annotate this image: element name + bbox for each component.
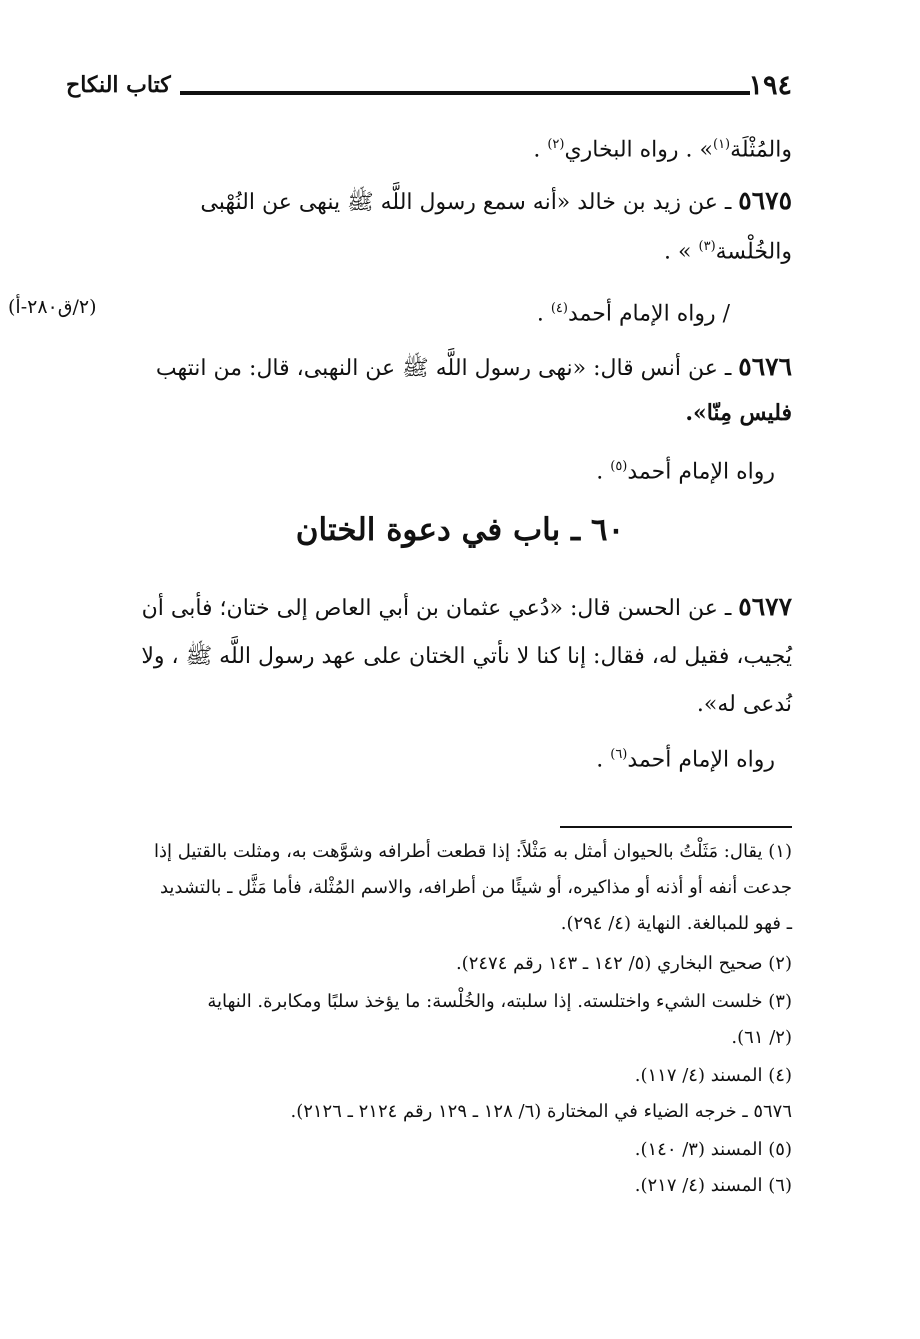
hadith-5675-line-1 xyxy=(200,186,792,218)
footnote-1-line-2: جدعت أنفه أو أذنه أو مذاكيره، أو شيئًا من أطرافه، والاسم المُثْلة، فأما مَثَّل ـ بالتشديد xyxy=(159,877,792,898)
text-line-1 xyxy=(533,130,792,165)
narration-ahmad-4 xyxy=(537,294,730,329)
narration-ahmad-5-text: رواه الإمام أحمد xyxy=(627,459,775,485)
narration-ahmad-4-end: . xyxy=(536,301,551,327)
narration-ahmad-6-end: . xyxy=(596,747,611,773)
book-title: كتاب النكاح xyxy=(66,72,171,98)
narration-ahmad-6 xyxy=(596,740,775,775)
word-muthla: والمُثْلَة xyxy=(730,137,792,163)
footnote-ref-1: (١) xyxy=(712,137,731,152)
footnote-ref-5: (٥) xyxy=(610,459,628,474)
hadith-5675-line-2 xyxy=(664,232,792,267)
page-number: ١٩٤ xyxy=(748,70,792,101)
header-rule xyxy=(180,91,750,95)
footnote-3-line-2: (٢/ ٦١). xyxy=(731,1027,792,1048)
hadith-number-5677: ٥٦٧٧ xyxy=(738,592,792,621)
line-end: . xyxy=(533,137,548,163)
narration-ahmad-5-end: . xyxy=(596,459,611,485)
hadith-5676-line-2: فليس مِنّا». xyxy=(685,400,792,426)
hadith-number-5676: ٥٦٧٦ xyxy=(738,352,792,381)
footnote-1-line-1: (١) يقال: مَثَلْتُ بالحيوان أمثل به مَثْلاً: إذا قطعت أطرافه وشوَّهت به، ومثلت بالقتيل إذا xyxy=(153,841,792,862)
footnote-1-line-3: ـ فهو للمبالغة. النهاية (٤/ ٢٩٤). xyxy=(560,913,792,934)
narration-bukhari: » . رواه البخاري xyxy=(564,137,713,163)
narration-ahmad-5 xyxy=(596,452,775,487)
hadith-5675-text-1: ـ عن زيد بن خالد «أنه سمع رسول اللَّه ﷺ ينهى عن النُهْبى xyxy=(200,190,732,215)
hadith-5677-line-3: نُدعى له». xyxy=(696,692,792,717)
footnote-2: (٢) صحيح البخاري (٥/ ١٤٢ ـ ١٤٣ رقم ٢٤٧٤). xyxy=(455,953,792,974)
hadith-5677-line-1 xyxy=(142,592,792,624)
hadith-5677-line-2: يُجيب، فقيل له، فقال: إنا كنا لا نأتي الختان على عهد رسول اللَّه ﷺ ، ولا xyxy=(141,644,792,669)
narration-ahmad-4-text: / رواه الإمام أحمد xyxy=(567,301,730,327)
hadith-5676-line-1 xyxy=(156,352,792,384)
footnote-ref-2: (٢) xyxy=(547,137,565,152)
footnote-5: (٥) المسند (٣/ ١٤٠). xyxy=(634,1139,792,1160)
footnote-4: (٤) المسند (٤/ ١١٧). xyxy=(634,1065,792,1086)
footnote-3-line-1: (٣) خلست الشيء واختلسته. إذا سلبته، والخُلْسة: ما يؤخذ سلبًا ومكابرة. النهاية xyxy=(207,991,792,1012)
footnote-ref-4: (٤) xyxy=(550,301,568,316)
footnote-ref-6: (٦) xyxy=(610,747,628,762)
footnote-rule xyxy=(560,826,792,828)
narration-ahmad-6-text: رواه الإمام أحمد xyxy=(627,747,775,773)
hadith-5677-text-1: ـ عن الحسن قال: «دُعي عثمان بن أبي العاص إلى ختان؛ فأبى أن xyxy=(141,596,732,621)
hadith-number-5675: ٥٦٧٥ xyxy=(738,186,792,215)
footnote-ref-3: (٣) xyxy=(698,239,716,254)
hadith-5676-text-1: ـ عن أنس قال: «نهى رسول اللَّه ﷺ عن النهبى، قال: من انتهب xyxy=(155,356,732,381)
footnote-6: (٦) المسند (٤/ ٢١٧). xyxy=(634,1175,792,1196)
hadith-5675-end: » . xyxy=(664,239,699,265)
chapter-heading: ٦٠ ـ باب في دعوة الختان xyxy=(295,512,625,548)
manuscript-margin-note: (٢/ق٢٨٠-أ) xyxy=(8,296,97,318)
hadith-5675-text-2: والخُلْسة xyxy=(715,239,792,265)
footnote-hadith-5676: ٥٦٧٦ ـ خرجه الضياء في المختارة (٦/ ١٢٨ ـ ١٢٩ رقم ٢١٢٤ ـ ٢١٢٦). xyxy=(290,1101,792,1122)
